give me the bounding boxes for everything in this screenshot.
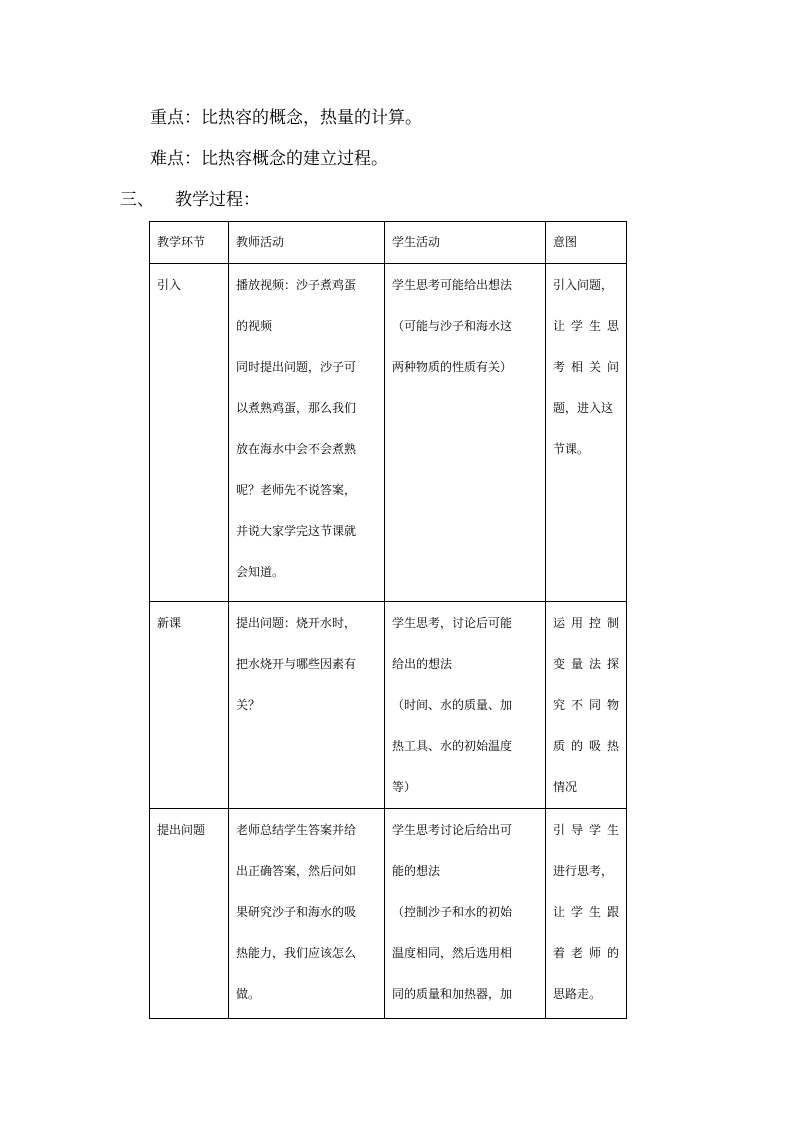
cell-line: 做。 [236,987,261,1001]
teacher-activity-cell [229,809,385,1019]
cell-line: 放在海水中会不会煮熟 [236,442,357,456]
cell-line: 果研究沙子和海水的吸 [236,905,357,919]
teacher-activity-cell [229,264,385,602]
cell-line: 让学生思 [553,319,619,333]
cell-line: 的视频 [236,319,273,333]
difficult-points: 难点：比热容概念的建立过程。 [150,149,388,169]
cell-line: 关？ [236,698,261,712]
cell-line: 着老师的 [553,946,619,960]
student-activity-cell [385,264,546,602]
cell-line: 情况 [553,780,578,794]
intent-cell [546,809,627,1019]
cell-line: 温度相同，然后选用相 [392,946,513,960]
intent-cell [546,602,627,809]
table-header-row [150,222,627,264]
cell-line: 让学生跟 [553,905,619,919]
stage-cell: 新课 [150,602,229,809]
cell-line: 给出的想法 [392,657,453,671]
teacher-activity-cell [229,602,385,809]
section-number: 三、 [120,190,154,210]
student-activity-cell [385,602,546,809]
cell-line: 以煮熟鸡蛋，那么我们 [236,401,357,415]
cell-line: 并说大家学完这节课就 [236,524,357,538]
stage-cell: 提出问题 [150,809,229,1019]
cell-line: 热工具、水的初始温度 [392,739,513,753]
header-teacher-activity: 教师活动 [229,222,385,264]
cell-line: 两种物质的性质有关） [392,360,513,374]
cell-line: 质的吸热 [553,739,619,753]
cell-line: 播放视频：沙子煮鸡蛋 [236,278,357,292]
cell-line: 学生思考可能给出想法 [392,278,513,292]
cell-line: 学生思考，讨论后可能 [392,616,513,630]
cell-line: 究不同物 [553,698,619,712]
cell-line: 出正确答案，然后问如 [236,864,357,878]
cell-line: 呢？老师先不说答案， [236,483,357,497]
header-student-activity: 学生活动 [385,222,546,264]
teaching-process-table [149,221,627,1019]
cell-line: 等） [392,780,417,794]
cell-line: 同时提出问题，沙子可 [236,360,357,374]
cell-line: 思路走。 [553,987,602,1001]
student-activity-cell [385,809,546,1019]
table-row [150,809,627,1019]
cell-line: 引入问题， [553,278,614,292]
cell-line: 题，进入这 [553,401,614,415]
cell-line: 进行思考， [553,864,614,878]
cell-line: 学生思考讨论后给出可 [392,823,513,837]
cell-line: 提出问题：烧开水时， [236,616,357,630]
table-row [150,602,627,809]
cell-line: 老师总结学生答案并给 [236,823,357,837]
cell-line: 能的想法 [392,864,441,878]
key-points: 重点：比热容的概念，热量的计算。 [150,108,422,128]
cell-line: 同的质量和加热器，加 [392,987,513,1001]
cell-line: 考相关问 [553,360,619,374]
cell-line: 把水烧开与哪些因素有 [236,657,357,671]
stage-cell: 引入 [150,264,229,602]
table-row [150,264,627,602]
cell-line: 热能力，我们应该怎么 [236,946,357,960]
cell-line: （控制沙子和水的初始 [392,905,513,919]
cell-line: 运用控制 [553,616,619,630]
intent-cell [546,264,627,602]
header-stage: 教学环节 [150,222,229,264]
header-intent: 意图 [546,222,627,264]
cell-line: （时间、水的质量、加 [392,698,513,712]
cell-line: 节课。 [553,442,590,456]
cell-line: 引导学生 [553,823,619,837]
cell-line: 会知道。 [236,565,285,579]
cell-line: （可能与沙子和海水这 [392,319,513,333]
section-heading [120,189,260,211]
section-title: 教学过程： [175,190,260,210]
cell-line: 变量法探 [553,657,619,671]
